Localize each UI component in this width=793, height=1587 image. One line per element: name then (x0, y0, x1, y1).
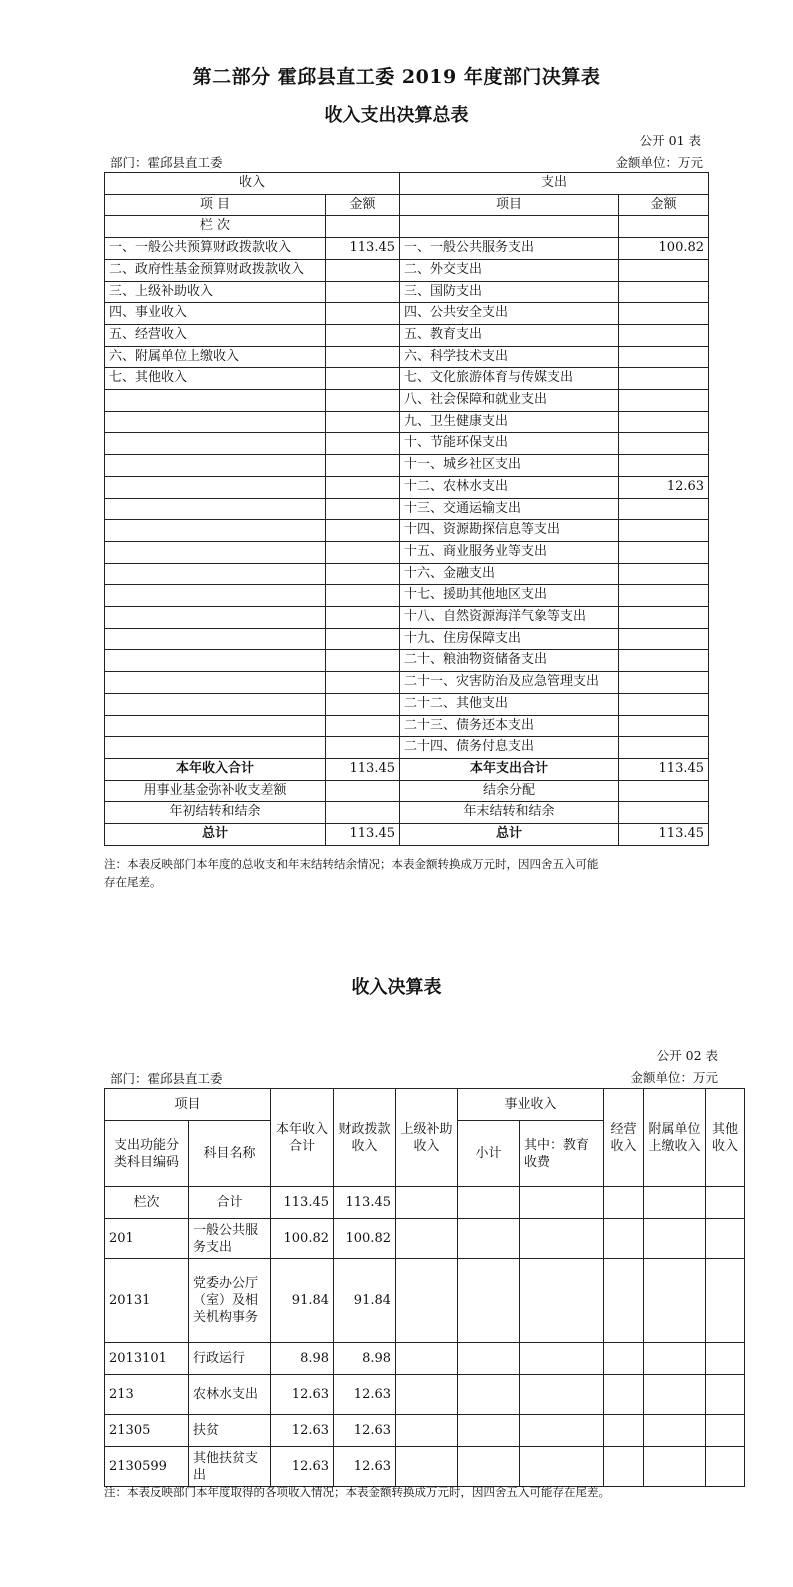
income-item (105, 715, 326, 737)
empty-cell (604, 1219, 644, 1259)
income-amount (326, 390, 400, 412)
income-amount (326, 281, 400, 303)
income-amount (326, 476, 400, 498)
income-item (105, 737, 326, 759)
empty-cell (520, 1343, 604, 1375)
empty-cell (520, 1219, 604, 1259)
empty-cell (520, 1259, 604, 1343)
expense-amount (619, 455, 709, 477)
fiscal-income: 12.63 (334, 1415, 396, 1447)
summary-row (105, 411, 709, 433)
income-amount (326, 715, 400, 737)
empty-cell (644, 1415, 706, 1447)
empty-cell (396, 1259, 458, 1343)
subject-name: 农林水支出 (189, 1375, 271, 1415)
grand-expense-label: 总计 (400, 824, 619, 846)
income-amount (326, 498, 400, 520)
empty-cell (520, 1415, 604, 1447)
income-row (105, 1447, 745, 1487)
empty-cell (706, 1343, 745, 1375)
income-item (105, 541, 326, 563)
expense-item: 六、科学技术支出 (400, 346, 619, 368)
year-total-header: 本年收入合计 (271, 1089, 334, 1187)
expense-amount (619, 520, 709, 542)
expense-amount (619, 607, 709, 629)
summary-row (105, 390, 709, 412)
empty-cell (604, 1447, 644, 1487)
empty-cell (644, 1447, 706, 1487)
income-item: 二、政府性基金预算财政拨款收入 (105, 259, 326, 281)
table1-note-line2: 存在尾差。 (104, 875, 162, 889)
empty-cell (619, 802, 709, 824)
income-item: 五、经营收入 (105, 324, 326, 346)
empty-cell (400, 216, 619, 238)
income-amount (326, 411, 400, 433)
empty-cell (619, 216, 709, 238)
surplus-distribution-label: 结余分配 (400, 780, 619, 802)
empty-cell (458, 1259, 520, 1343)
empty-cell (458, 1219, 520, 1259)
empty-cell (458, 1343, 520, 1375)
summary-row (105, 498, 709, 520)
summary-row (105, 585, 709, 607)
income-expense-summary-table (104, 172, 709, 846)
summary-row (105, 303, 709, 325)
income-item (105, 433, 326, 455)
income-row (105, 1219, 745, 1259)
expense-item: 十四、资源勘探信息等支出 (400, 520, 619, 542)
fiscal-income: 8.98 (334, 1343, 396, 1375)
main-title: 第二部分 霍邱县直工委 2019 年度部门决算表 (192, 66, 601, 88)
income-item: 四、事业收入 (105, 303, 326, 325)
subject-name: 一般公共服务支出 (189, 1219, 271, 1259)
year-expense-total-label: 本年支出合计 (400, 758, 619, 780)
expense-item: 二十一、灾害防治及应急管理支出 (400, 672, 619, 694)
summary-row (105, 346, 709, 368)
year-total: 12.63 (271, 1447, 334, 1487)
form-number-02: 公开 02 表 (656, 1048, 718, 1063)
lanci-label: 栏 次 (105, 216, 326, 238)
summary-table-title: 收入支出决算总表 (324, 105, 469, 126)
grand-expense-total: 113.45 (619, 824, 709, 846)
empty-cell (458, 1187, 520, 1219)
empty-cell (706, 1187, 745, 1219)
summary-row (105, 281, 709, 303)
empty-cell (706, 1259, 745, 1343)
income-detail-table (104, 1088, 745, 1487)
summary-row (105, 455, 709, 477)
year-expense-total: 113.45 (619, 758, 709, 780)
empty-cell (326, 780, 400, 802)
expense-item: 二十、粮油物资储备支出 (400, 650, 619, 672)
income-amount (326, 628, 400, 650)
income-amount (326, 650, 400, 672)
empty-cell (644, 1343, 706, 1375)
summary-row (105, 520, 709, 542)
empty-cell (396, 1343, 458, 1375)
expense-item: 二、外交支出 (400, 259, 619, 281)
income-amount (326, 433, 400, 455)
expense-header: 支出 (400, 173, 709, 195)
empty-cell (326, 802, 400, 824)
subject-name-header: 科目名称 (189, 1121, 271, 1187)
summary-row (105, 607, 709, 629)
empty-cell (396, 1187, 458, 1219)
func-code: 201 (105, 1219, 189, 1259)
expense-item: 七、文化旅游体育与传媒支出 (400, 368, 619, 390)
expense-amount (619, 303, 709, 325)
expense-amount (619, 411, 709, 433)
business-income-header: 事业收入 (458, 1089, 604, 1121)
subject-name: 行政运行 (189, 1343, 271, 1375)
income-table-title: 收入决算表 (351, 977, 442, 998)
summary-row (105, 693, 709, 715)
func-code-header: 支出功能分类科目编码 (105, 1121, 189, 1187)
expense-item: 一、一般公共服务支出 (400, 238, 619, 260)
summary-row (105, 433, 709, 455)
unit-label-2: 金额单位：万元 (630, 1070, 718, 1085)
income-amount (326, 585, 400, 607)
income-item (105, 628, 326, 650)
year-total: 12.63 (271, 1375, 334, 1415)
expense-item: 二十三、债务还本支出 (400, 715, 619, 737)
expense-item-header: 项目 (400, 194, 619, 216)
income-amount (326, 541, 400, 563)
empty-cell (326, 216, 400, 238)
expense-amount (619, 433, 709, 455)
summary-row (105, 368, 709, 390)
expense-amount (619, 324, 709, 346)
income-item (105, 498, 326, 520)
income-amount (326, 303, 400, 325)
income-amount (326, 455, 400, 477)
income-item (105, 411, 326, 433)
fiscal-income: 91.84 (334, 1259, 396, 1343)
empty-cell (604, 1375, 644, 1415)
empty-cell (604, 1259, 644, 1343)
unit-label: 金额单位：万元 (615, 155, 703, 170)
expense-item: 二十二、其他支出 (400, 693, 619, 715)
subject-name: 其他扶贫支出 (189, 1447, 271, 1487)
empty-cell (396, 1219, 458, 1259)
expense-item: 八、社会保障和就业支出 (400, 390, 619, 412)
income-item (105, 607, 326, 629)
income-item (105, 563, 326, 585)
income-amount (326, 737, 400, 759)
expense-amount-header: 金额 (619, 194, 709, 216)
expense-item: 十五、商业服务业等支出 (400, 541, 619, 563)
fiscal-income: 12.63 (334, 1447, 396, 1487)
summary-row (105, 563, 709, 585)
grand-income-label: 总计 (105, 824, 326, 846)
education-fee-header: 其中：教育收费 (520, 1121, 604, 1187)
upper-subsidy-header: 上级补助收入 (396, 1089, 458, 1187)
subject-name: 党委办公厅（室）及相关机构事务 (189, 1259, 271, 1343)
expense-amount (619, 672, 709, 694)
income-row (105, 1343, 745, 1375)
fund-gap-label: 用事业基金弥补收支差额 (105, 780, 326, 802)
empty-cell (520, 1447, 604, 1487)
empty-cell (458, 1375, 520, 1415)
expense-amount (619, 585, 709, 607)
expense-item: 十七、援助其他地区支出 (400, 585, 619, 607)
func-code: 20131 (105, 1259, 189, 1343)
summary-row (105, 476, 709, 498)
income-item (105, 693, 326, 715)
income-item: 一、一般公共预算财政拨款收入 (105, 238, 326, 260)
income-row (105, 1415, 745, 1447)
func-code: 2013101 (105, 1343, 189, 1375)
grand-income-total: 113.45 (326, 824, 400, 846)
income-amount: 113.45 (326, 238, 400, 260)
table2-note: 注：本表反映部门本年度取得的各项收入情况；本表金额转换成万元时，因四舍五入可能存在尾差。 (104, 1485, 610, 1499)
func-code: 2130599 (105, 1447, 189, 1487)
empty-cell (396, 1415, 458, 1447)
expense-amount (619, 737, 709, 759)
func-code: 213 (105, 1375, 189, 1415)
income-amount-header: 金额 (326, 194, 400, 216)
income-row (105, 1375, 745, 1415)
expense-item: 三、国防支出 (400, 281, 619, 303)
income-amount (326, 693, 400, 715)
expense-amount (619, 259, 709, 281)
income-amount (326, 324, 400, 346)
expense-amount (619, 693, 709, 715)
expense-item: 十、节能环保支出 (400, 433, 619, 455)
business-subtotal-header: 小计 (458, 1121, 520, 1187)
income-item: 六、附属单位上缴收入 (105, 346, 326, 368)
empty-cell (644, 1259, 706, 1343)
empty-cell (520, 1187, 604, 1219)
expense-item: 五、教育支出 (400, 324, 619, 346)
fiscal-income: 12.63 (334, 1375, 396, 1415)
expense-amount (619, 563, 709, 585)
expense-amount (619, 346, 709, 368)
subject-name: 扶贫 (189, 1415, 271, 1447)
expense-amount (619, 390, 709, 412)
income-amount (326, 520, 400, 542)
year-income-total: 113.45 (326, 758, 400, 780)
income-item (105, 672, 326, 694)
income-amount (326, 672, 400, 694)
expense-amount (619, 281, 709, 303)
expense-item: 十二、农林水支出 (400, 476, 619, 498)
expense-item: 十六、金融支出 (400, 563, 619, 585)
department-label-2: 部门：霍邱县直工委 (110, 1071, 223, 1086)
empty-cell (706, 1219, 745, 1259)
income-amount (326, 563, 400, 585)
income-header: 收入 (105, 173, 400, 195)
expense-amount (619, 541, 709, 563)
expense-amount (619, 650, 709, 672)
year-income-total-label: 本年收入合计 (105, 758, 326, 780)
empty-cell (604, 1187, 644, 1219)
year-total: 8.98 (271, 1343, 334, 1375)
expense-item: 二十四、债务付息支出 (400, 737, 619, 759)
empty-cell (458, 1447, 520, 1487)
operating-income-header: 经营收入 (604, 1089, 644, 1187)
year-total: 91.84 (271, 1259, 334, 1343)
empty-cell (706, 1375, 745, 1415)
expense-item: 十八、自然资源海洋气象等支出 (400, 607, 619, 629)
year-total: 100.82 (271, 1219, 334, 1259)
fiscal-header: 财政拨款收入 (334, 1089, 396, 1187)
expense-item: 十三、交通运输支出 (400, 498, 619, 520)
income-item (105, 390, 326, 412)
empty-cell (396, 1447, 458, 1487)
lanci-label-2: 栏次 (105, 1187, 189, 1219)
empty-cell (706, 1415, 745, 1447)
income-item: 三、上级补助收入 (105, 281, 326, 303)
year-total: 12.63 (271, 1415, 334, 1447)
expense-item: 九、卫生健康支出 (400, 411, 619, 433)
form-number-01: 公开 01 表 (639, 133, 701, 148)
income-amount (326, 346, 400, 368)
empty-cell (604, 1415, 644, 1447)
income-item (105, 650, 326, 672)
income-item (105, 520, 326, 542)
income-item (105, 455, 326, 477)
expense-item: 十一、城乡社区支出 (400, 455, 619, 477)
expense-amount (619, 628, 709, 650)
summary-row (105, 715, 709, 737)
summary-row (105, 650, 709, 672)
income-item (105, 476, 326, 498)
expense-amount (619, 498, 709, 520)
begin-balance-label: 年初结转和结余 (105, 802, 326, 824)
expense-amount: 100.82 (619, 238, 709, 260)
department-label: 部门：霍邱县直工委 (110, 155, 223, 170)
income-item (105, 585, 326, 607)
summary-row (105, 259, 709, 281)
empty-cell (396, 1375, 458, 1415)
empty-cell (706, 1447, 745, 1487)
empty-cell (619, 780, 709, 802)
heji-fiscal: 113.45 (334, 1187, 396, 1219)
income-row (105, 1259, 745, 1343)
end-balance-label: 年末结转和结余 (400, 802, 619, 824)
empty-cell (644, 1187, 706, 1219)
income-amount (326, 368, 400, 390)
empty-cell (604, 1343, 644, 1375)
expense-amount (619, 368, 709, 390)
summary-row (105, 541, 709, 563)
project-header: 项目 (105, 1089, 271, 1121)
summary-row (105, 628, 709, 650)
income-amount (326, 607, 400, 629)
empty-cell (644, 1375, 706, 1415)
expense-amount (619, 715, 709, 737)
income-amount (326, 259, 400, 281)
summary-row (105, 672, 709, 694)
empty-cell (520, 1375, 604, 1415)
table1-note-line1: 注：本表反映部门本年度的总收支和年末结转结余情况；本表金额转换成万元时，因四舍五入可能 (104, 857, 599, 871)
affiliated-income-header: 附属单位上缴收入 (644, 1089, 706, 1187)
empty-cell (644, 1219, 706, 1259)
summary-row (105, 737, 709, 759)
empty-cell (458, 1415, 520, 1447)
summary-row (105, 324, 709, 346)
income-item-header: 项 目 (105, 194, 326, 216)
fiscal-income: 100.82 (334, 1219, 396, 1259)
expense-item: 四、公共安全支出 (400, 303, 619, 325)
heji-label: 合计 (189, 1187, 271, 1219)
other-income-header: 其他收入 (706, 1089, 745, 1187)
expense-amount: 12.63 (619, 476, 709, 498)
heji-total: 113.45 (271, 1187, 334, 1219)
income-item: 七、其他收入 (105, 368, 326, 390)
func-code: 21305 (105, 1415, 189, 1447)
expense-item: 十九、住房保障支出 (400, 628, 619, 650)
summary-row (105, 238, 709, 260)
